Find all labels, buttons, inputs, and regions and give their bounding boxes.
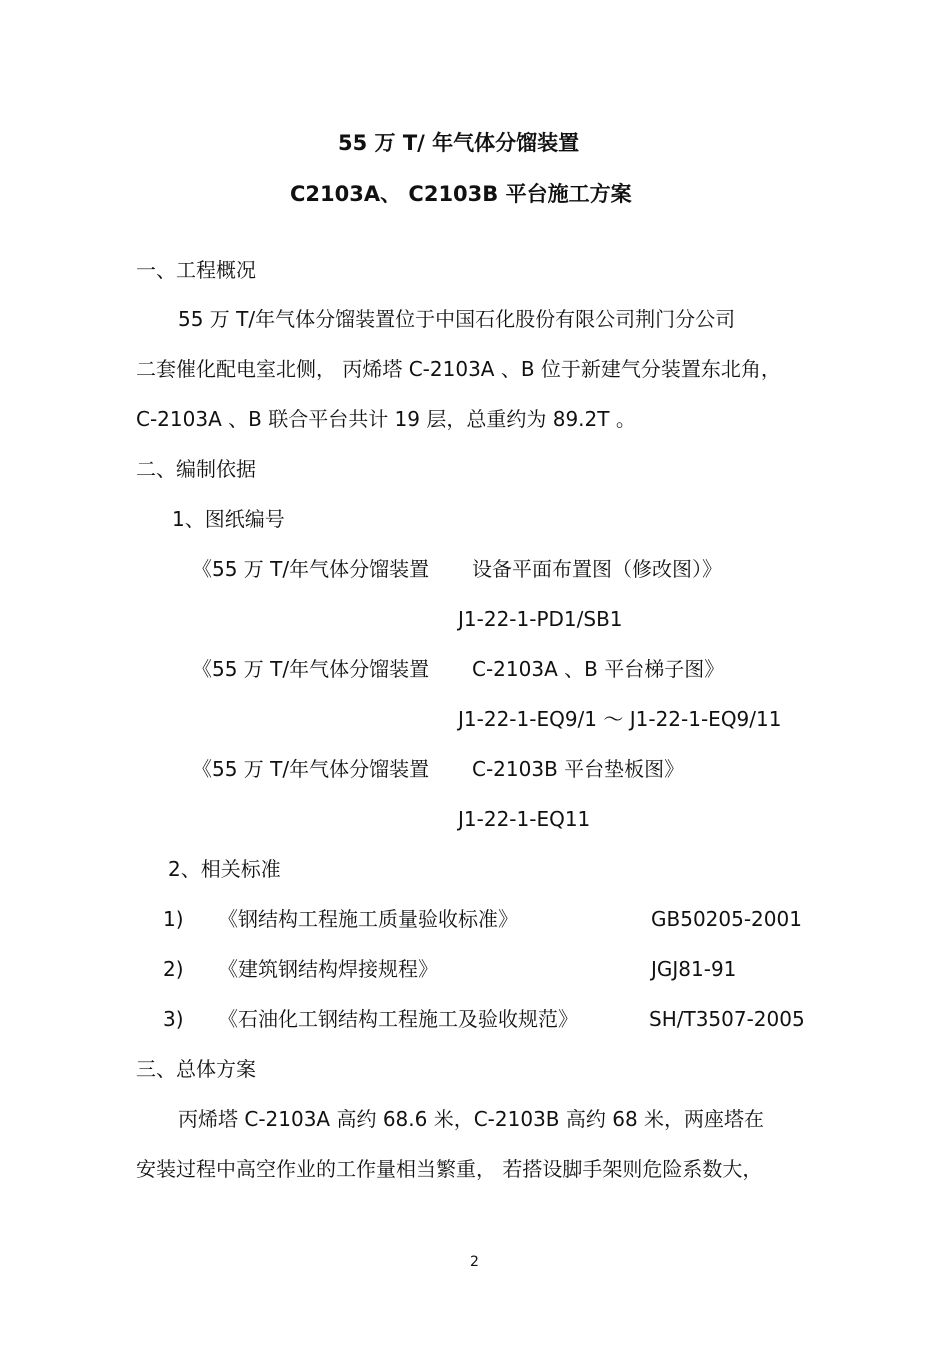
drawing-3-code: J1-22-1-EQ11	[458, 807, 591, 831]
drawing-1-title: 设备平面布置图（修改图）》	[472, 557, 722, 581]
section2-heading: 二、编制依据	[136, 457, 256, 481]
title-line-2: C2103A、 C2103B 平台施工方案	[290, 182, 632, 206]
sub1-heading: 1、图纸编号	[172, 507, 285, 531]
drawing-2-title: C-2103A 、B 平台梯子图》	[472, 657, 725, 681]
drawing-1-code: J1-22-1-PD1/SB1	[458, 607, 623, 631]
page-number: 2	[470, 1254, 479, 1270]
drawing-3-name: 《55 万 T/年气体分馏装置	[192, 757, 430, 781]
standard-2-code: JGJ81-91	[651, 957, 737, 981]
section1-heading: 一、工程概况	[136, 258, 256, 282]
section3-para-line-1: 丙烯塔 C-2103A 高约 68.6 米，C-2103B 高约 68 米，两座塔在	[178, 1107, 765, 1131]
title-line-1: 55 万 T/ 年气体分馏装置	[338, 131, 580, 155]
standard-1-name: 《钢结构工程施工质量验收标准》	[218, 907, 518, 931]
section1-para-line-2: 二套催化配电室北侧， 丙烯塔 C-2103A 、B 位于新建气分装置东北角，	[136, 357, 781, 381]
section3-para-line-2: 安装过程中高空作业的工作量相当繁重， 若搭设脚手架则危险系数大，	[136, 1157, 763, 1181]
standard-2-name: 《建筑钢结构焊接规程》	[218, 957, 438, 981]
section1-para-line-3: C-2103A 、B 联合平台共计 19 层，总重约为 89.2T 。	[136, 407, 636, 431]
standard-1-code: GB50205-2001	[651, 907, 802, 931]
standard-3-name: 《石油化工钢结构工程施工及验收规范》	[218, 1007, 578, 1031]
sub2-heading: 2、相关标准	[168, 857, 281, 881]
standard-2-no: 2)	[163, 957, 184, 981]
drawing-1-name: 《55 万 T/年气体分馏装置	[192, 557, 430, 581]
drawing-2-code: J1-22-1-EQ9/1 ～ J1-22-1-EQ9/11	[458, 707, 782, 731]
section3-heading: 三、总体方案	[136, 1057, 256, 1081]
section1-para-line-1: 55 万 T/年气体分馏装置位于中国石化股份有限公司荆门分公司	[178, 307, 736, 331]
standard-3-code: SH/T3507-2005	[649, 1007, 805, 1031]
standard-1-no: 1)	[163, 907, 184, 931]
drawing-3-title: C-2103B 平台垫板图》	[472, 757, 685, 781]
standard-3-no: 3)	[163, 1007, 184, 1031]
drawing-2-name: 《55 万 T/年气体分馏装置	[192, 657, 430, 681]
